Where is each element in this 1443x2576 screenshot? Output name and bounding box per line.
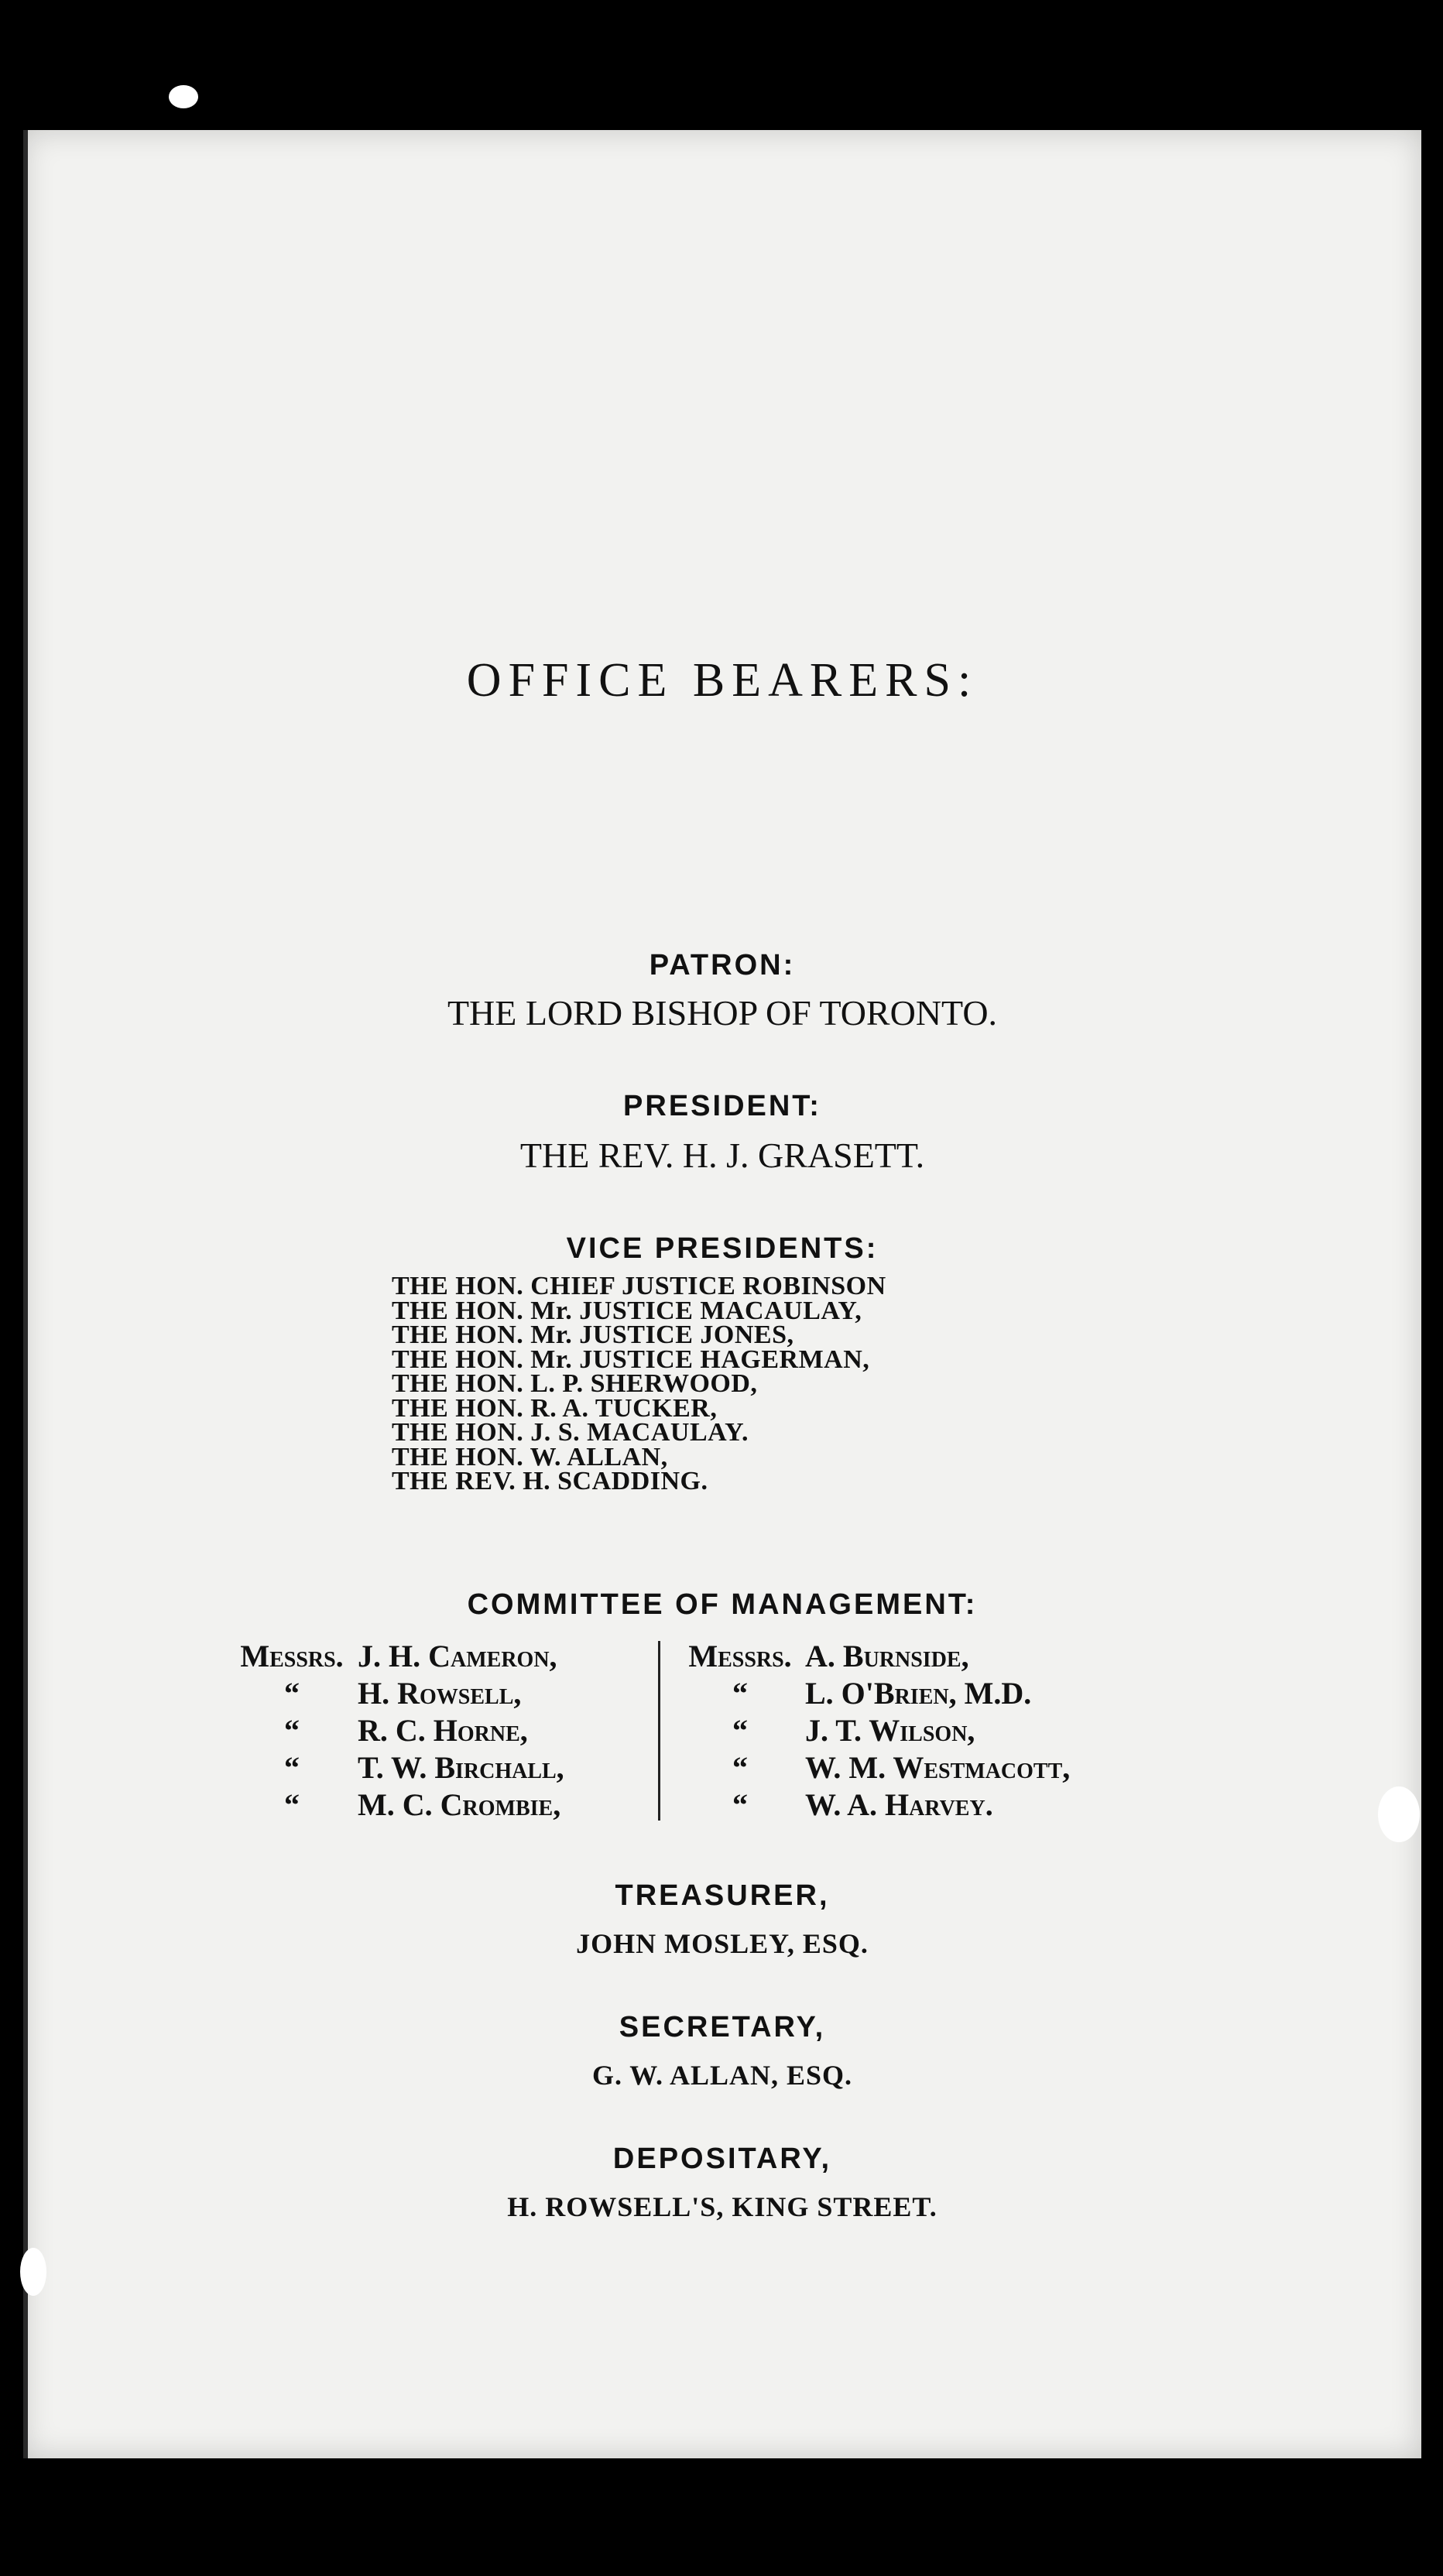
column-divider xyxy=(658,1641,660,1821)
list-item: THE HON. Mr. JUSTICE MACAULAY, xyxy=(392,1296,862,1325)
scan-speck xyxy=(1378,1786,1420,1842)
committee-member: J. H. Cameron, xyxy=(358,1639,557,1673)
committee-prefix: “ xyxy=(732,1676,748,1711)
committee-member: W. M. Westmacott, xyxy=(805,1750,1071,1785)
president-name: THE REV. H. J. GRASETT. xyxy=(519,1136,925,1175)
list-item: THE REV. H. SCADDING. xyxy=(392,1467,708,1495)
list-item: THE HON. J. S. MACAULAY. xyxy=(392,1418,749,1447)
scan-speck xyxy=(169,85,198,108)
treasurer-heading: TREASURER, xyxy=(615,1879,830,1912)
committee-member: A. Burnside, xyxy=(805,1639,969,1673)
committee-row xyxy=(226,1675,564,1712)
committee-member: R. C. Horne, xyxy=(358,1713,528,1748)
depositary-name: H. ROWSELL'S, KING STREET. xyxy=(507,2191,937,2222)
committee-row xyxy=(675,1749,1070,1786)
committee-prefix: “ xyxy=(284,1713,300,1748)
committee-row xyxy=(226,1638,564,1675)
committee-member: L. O'Brien, M.D. xyxy=(805,1676,1032,1711)
committee-member: J. T. Wilson, xyxy=(805,1713,975,1748)
committee-prefix: “ xyxy=(732,1750,748,1785)
treasurer-name: JOHN MOSLEY, ESQ. xyxy=(576,1928,869,1959)
vice-presidents-heading: VICE PRESIDENTS: xyxy=(566,1232,879,1265)
list-item: THE HON. CHIEF JUSTICE ROBINSON xyxy=(392,1272,886,1300)
president-heading: PRESIDENT: xyxy=(623,1090,821,1122)
committee-prefix: “ xyxy=(732,1787,748,1822)
committee-member: M. C. Crombie, xyxy=(358,1787,561,1822)
committee-row xyxy=(675,1786,1070,1824)
patron-heading: PATRON: xyxy=(649,949,796,981)
committee-row xyxy=(226,1749,564,1786)
committee-member: W. A. Harvey. xyxy=(805,1787,993,1822)
list-item: THE HON. Mr. JUSTICE HAGERMAN, xyxy=(392,1345,870,1374)
page-title: OFFICE BEARERS: xyxy=(466,654,979,707)
list-item: THE HON. W. ALLAN, xyxy=(392,1442,668,1471)
scan-speck xyxy=(20,2248,46,2296)
committee-prefix: “ xyxy=(284,1676,300,1711)
committee-prefix: “ xyxy=(284,1750,300,1785)
committee-member: T. W. Birchall, xyxy=(358,1750,564,1785)
depositary-heading: DEPOSITARY, xyxy=(612,2143,832,2175)
committee-row xyxy=(226,1786,564,1824)
committee-row xyxy=(675,1675,1070,1712)
list-item: THE HON. Mr. JUSTICE JONES, xyxy=(392,1321,794,1349)
committee-left-column xyxy=(226,1638,564,1824)
secretary-heading: SECRETARY, xyxy=(619,2011,826,2043)
vice-presidents-list xyxy=(392,1274,886,1494)
committee-member: H. Rowsell, xyxy=(358,1676,522,1711)
committee-prefix: Messrs. xyxy=(688,1639,792,1673)
committee-row xyxy=(675,1712,1070,1749)
page-content xyxy=(23,130,1421,2458)
committee-heading: COMMITTEE OF MANAGEMENT: xyxy=(467,1588,978,1621)
committee-prefix: “ xyxy=(732,1713,748,1748)
committee-prefix: “ xyxy=(284,1787,300,1822)
committee-right-column xyxy=(675,1638,1070,1824)
committee-row xyxy=(675,1638,1070,1675)
list-item: THE HON. L. P. SHERWOOD, xyxy=(392,1369,758,1398)
patron-name: THE LORD BISHOP OF TORONTO. xyxy=(447,993,998,1033)
committee-prefix: Messrs. xyxy=(240,1639,344,1673)
secretary-name: G. W. ALLAN, ESQ. xyxy=(591,2060,853,2091)
committee-row xyxy=(226,1712,564,1749)
scanned-page xyxy=(23,130,1421,2458)
list-item: THE HON. R. A. TUCKER, xyxy=(392,1393,718,1423)
